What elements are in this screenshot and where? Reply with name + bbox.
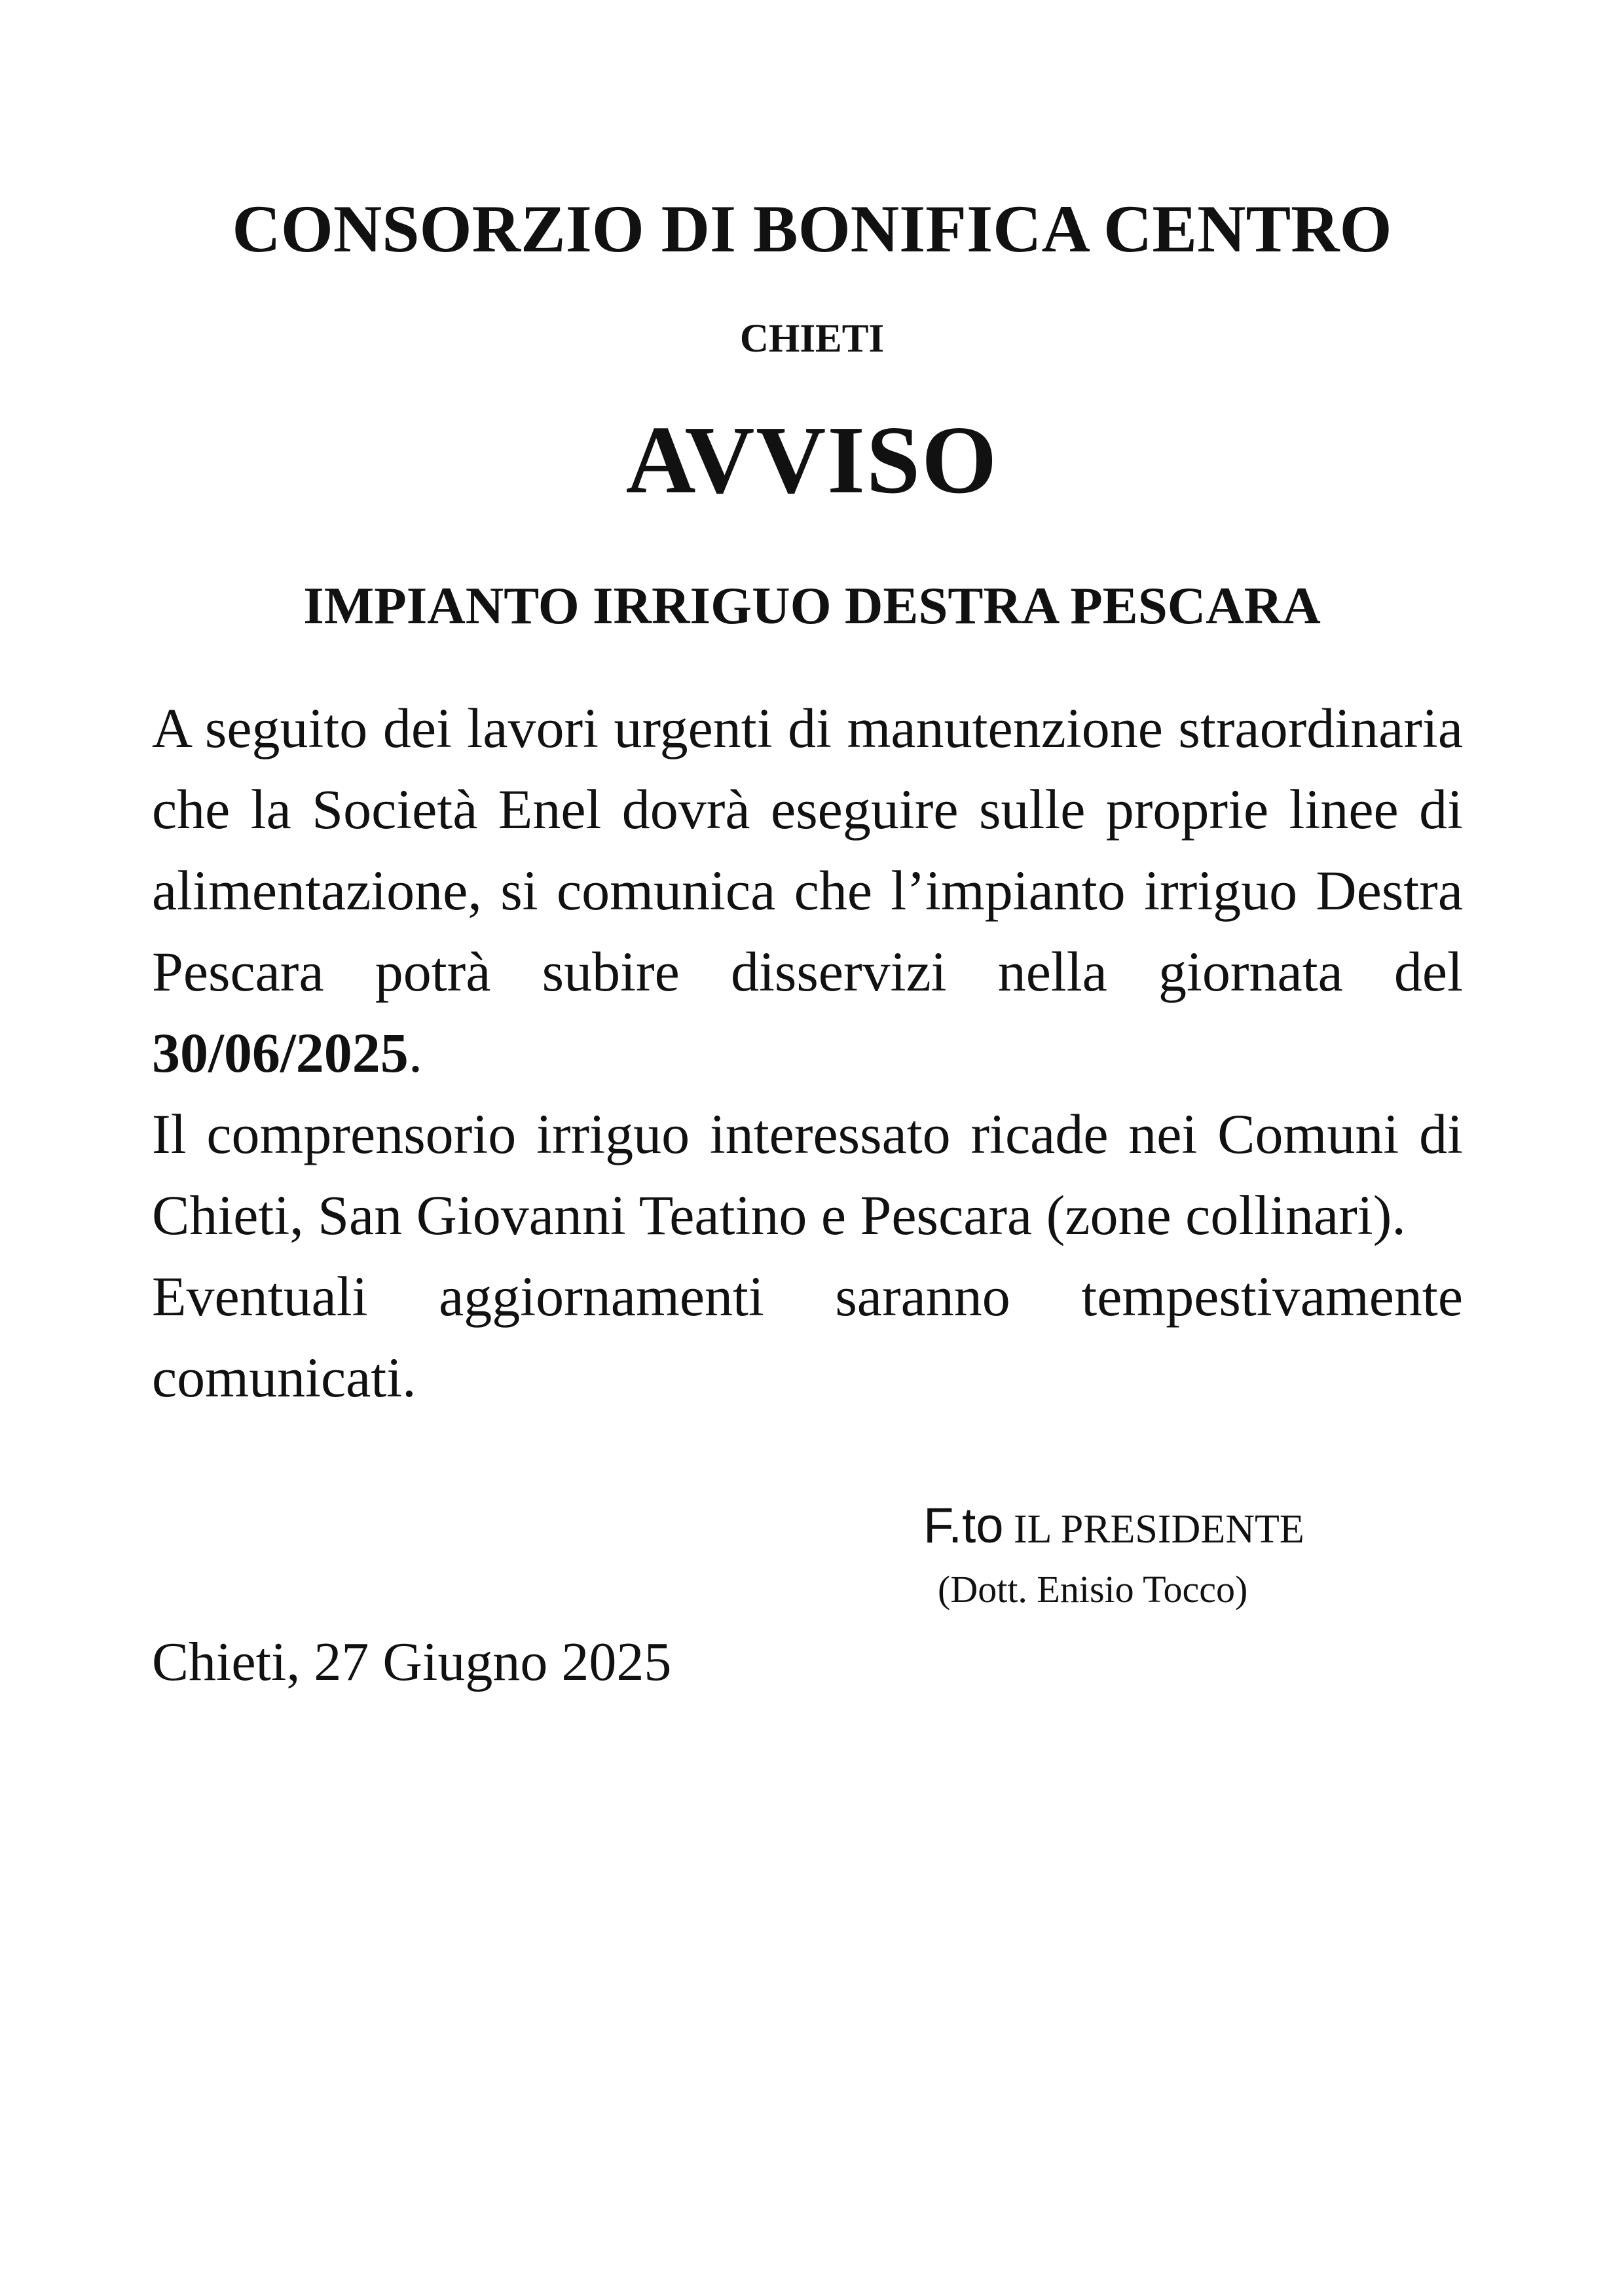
body-paragraph-2: Il comprensorio irriguo interessato ricade nei Comuni di Chieti, San Giovanni Teatino e Pescara (zone collinari). (152, 1102, 1463, 1247)
signature-prefix: F.to (923, 1498, 1004, 1554)
body-paragraph-1 (152, 687, 1463, 1093)
paragraph-1-text: A seguito dei lavori urgenti di manutenzione straordinaria che la Società Enel dovrà eseguire sulle proprie linee di alimentazione, si comunica che l’impianto irriguo Destra Pescara potrà subire disservizi nella giornata del (152, 697, 1463, 1003)
organization-city: CHIETI (739, 317, 885, 361)
notice-title: AVVISO (625, 407, 999, 514)
body-paragraph-3: Eventuali aggiornamenti saranno tempestivamente comunicati. (152, 1265, 1463, 1409)
signature-role: IL PRESIDENTE (1014, 1507, 1304, 1552)
signature-name: (Dott. Enisio Tocco) (938, 1568, 1248, 1611)
notice-body (152, 687, 1463, 1418)
paragraph-1-end: . (408, 1021, 423, 1084)
disruption-date: 30/06/2025 (152, 1021, 409, 1084)
signature-title (923, 1497, 1304, 1559)
notice-subject: IMPIANTO IRRIGUO DESTRA PESCARA (303, 576, 1321, 635)
place-and-date: Chieti, 27 Giugno 2025 (152, 1631, 672, 1692)
organization-name: CONSORZIO DI BONIFICA CENTRO (232, 192, 1392, 266)
